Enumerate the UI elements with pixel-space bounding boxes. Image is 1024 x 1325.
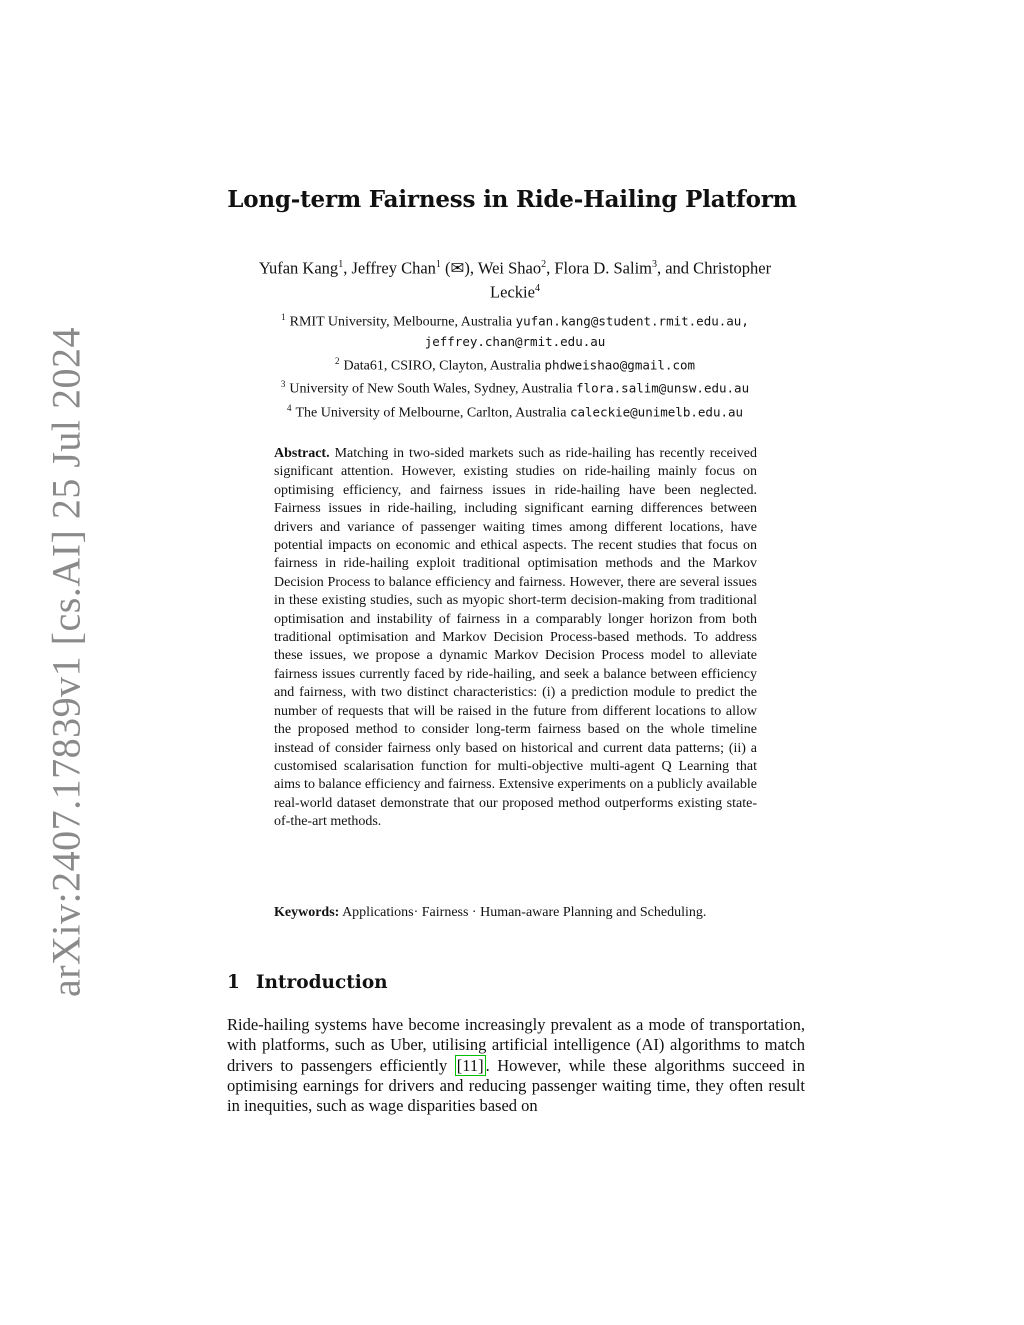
author-email-link[interactable]: flora.salim@unsw.edu.au — [576, 380, 750, 396]
author-affiliation-mark: 3 — [651, 259, 657, 270]
affiliation-text: Data61, CSIRO, Clayton, Australia — [343, 358, 542, 374]
affiliation-text: RMIT University, Melbourne, Australia — [289, 314, 513, 330]
keywords-block — [274, 904, 757, 922]
affiliation-line — [220, 308, 810, 332]
keywords-text: Applications· Fairness · Human-aware Planning and Scheduling. — [342, 905, 707, 920]
author-affiliation-mark: 1 — [338, 259, 344, 270]
author-email-link[interactable]: phdweishao@gmail.com — [544, 357, 696, 373]
abstract-text: Matching in two-sided markets such as ride-hailing has recently received significant attention. However, existing studies on ride-hailing mainly focus on optimising efficiency, and fairness issues in ride-hailing have been neglected. Fairness issues in ride-hailing, including significant earning differences between drivers and variance of passenger waiting times among different locations, have potential impacts on economic and ethical aspects. The recent studies that focus on fairness in ride-hailing exploit traditional optimisation methods and the Markov Decision Process to balance efficiency and fairness. However, there are several issues in these existing studies, such as myopic short-term decision-making from traditional optimisation and instability of fairness in a comparably longer horizon from both traditional optimisation and Markov Decision Process-based methods. To address these issues, we propose a dynamic Markov Decision Process model to alleviate fairness issues currently faced by ride-hailing, and seek a balance between efficiency and fairness, with two distinct characteristics: (i) a prediction module to predict the number of requests that will be raised in the future from different locations to allow the proposed method to consider long-term fairness based on the whole timeline instead of consider fairness only based on historical and current data patterns; (ii) a customised scalarisation function for multi-objective multi-agent Q Learning that aims to balance efficiency and fairness. Extensive experiments on a publicly available real-world dataset demonstrate that our proposed method outperforms existing state-of-the-art methods. — [274, 446, 757, 830]
abstract-label: Abstract. — [274, 446, 330, 461]
section-heading — [227, 972, 388, 993]
section-number: 1 — [227, 972, 240, 993]
body-text-segment: . However, while these algorithms succeed in optimising earnings for drivers and reducing passenger waiting time, they often result in inequities, such as wage disparities based on — [227, 1055, 805, 1116]
author-affiliation-mark: 2 — [541, 259, 547, 270]
affiliation-number: 2 — [334, 355, 340, 366]
affiliation-number: 1 — [281, 312, 286, 322]
affiliation-text: The University of Melbourne, Carlton, Australia — [295, 405, 567, 421]
body-text-segment: Ride-hailing systems have become increasingly prevalent as a mode of transportation, with platforms, such as Uber, utilising artificial intelligence (AI) algorithms to match drivers to passengers efficiently — [227, 1015, 805, 1075]
author-name-prefix: , and Christopher — [656, 258, 772, 278]
author-affiliation-mark: 1 — [435, 259, 441, 270]
author-name: Jeffrey Chan — [351, 258, 436, 278]
affiliation-number: 4 — [286, 402, 292, 413]
body-paragraph — [227, 1015, 805, 1116]
affiliation-number: 3 — [280, 379, 286, 390]
author-email-link[interactable]: jeffrey.chan@rmit.edu.au — [424, 333, 606, 349]
author-affiliation-mark: 4 — [534, 282, 540, 294]
author-name: Flora D. Salim — [554, 258, 652, 278]
author-name: Wei Shao — [477, 258, 542, 278]
affiliation-text: University of New South Wales, Sydney, Australia — [289, 381, 573, 397]
keywords-label: Keywords: — [274, 905, 340, 920]
affiliation-list — [220, 308, 810, 423]
author-name: Leckie — [490, 282, 535, 301]
author-name: Yufan Kang — [258, 258, 339, 278]
author-list: Yufan Kang$^1$, Jeffrey Chan$^1$ (✉), Wei Shao$^2$, Flora D. Salim$^3$, and Christopher Leckie$^4$ — [258, 258, 772, 301]
corresponding-author-mail-icon: (✉) — [445, 258, 470, 278]
author-email-link[interactable]: yufan.kang@student.rmit.edu.au, — [515, 313, 749, 329]
affiliation-line — [220, 375, 810, 399]
citation-link[interactable]: [11] — [456, 1055, 484, 1075]
abstract-block — [274, 445, 757, 832]
arxiv-identifier-stamp: arXiv:2407.17839v1 [cs.AI] 25 Jul 2024 — [43, 326, 89, 998]
paper-title: Long-term Fairness in Ride-Hailing Platform — [227, 186, 797, 213]
section-title: Introduction — [255, 972, 388, 993]
affiliation-line — [220, 399, 810, 423]
author-email-link[interactable]: caleckie@unimelb.edu.au — [569, 404, 744, 420]
affiliation-line — [220, 352, 810, 376]
affiliation-line — [220, 332, 810, 352]
